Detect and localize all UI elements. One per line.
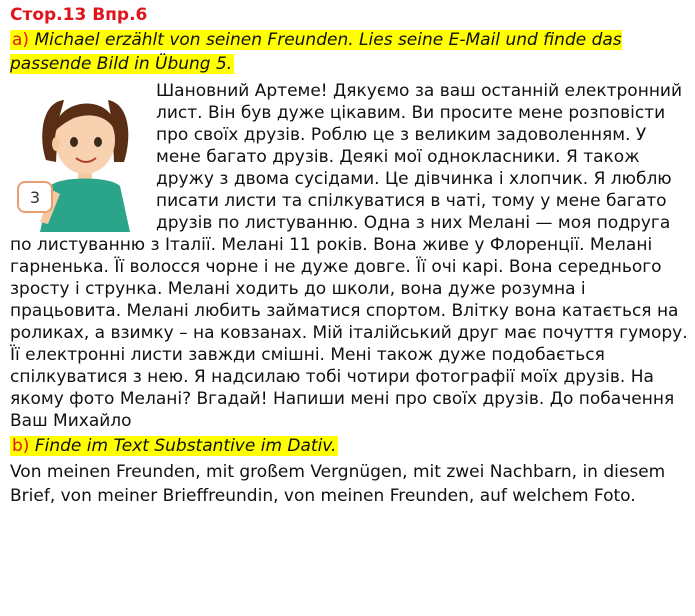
letter-block (10, 80, 690, 432)
girl-picture-icon (12, 82, 142, 232)
task-a-text: Michael erzählt von seinen Freunden. Lies seine E-Mail und finde das passende Bild in Übung 5. (10, 30, 622, 74)
letter-text: Шановний Артеме! Дякуємо за ваш останній електронний лист. Він був дуже цікавим. Ви просите мене розповісти про своїх друзів. Роблю це з великим задоволенням. У мене багато друзів. Деякі мої однокласники. Я також дружу з двома сусідами. Це дівчинка і хлопчик. Я люблю писати листи та спілкуватися в чаті, тому у мене багато друзів по листуванню. Одна з них Мелані — моя подруга по листуванню з Італії. Мелані 11 років. Вона живе у Флоренції. Мелані гарненька. Її волосся чорне і не дуже довге. Її очі карі. Вона середнього зросту і струнка. Мелані ходить до школи, вона дуже розумна і працьовита. Мелані любить займатися спортом. Влітку вона катається на роликах, а взимку – на ковзанах. Мій італійський друг має почуття гумору. Її електронні листи завжди смішні. Мені також дуже подобається спілкуватися з нею. Я надсилаю тобі чотири фотографії моїх друзів. На якому фото Мелані? Вгадай! Напиши мені про своїх друзів. До побачення Ваш Михайло (10, 81, 688, 431)
task-b (10, 434, 690, 458)
task-a (10, 28, 690, 76)
page-title: Стор.13 Впр.6 (10, 5, 148, 25)
task-b-answer: Von meinen Freunden, mit großem Vergnügen, mit zwei Nachbarn, in diesem Brief, von meiner Brieffreundin, von meinen Freunden, auf welchem Foto. (10, 462, 666, 506)
exercise-page (10, 4, 690, 508)
task-a-highlight (10, 30, 622, 74)
task-a-letter: a) (12, 30, 30, 50)
girl-illustration (12, 82, 142, 232)
task-b-letter: b) (12, 436, 30, 456)
task-b-text: Finde im Text Substantive im Dativ. (34, 436, 337, 456)
task-b-highlight (10, 436, 338, 456)
badge-number: 3 (29, 188, 41, 207)
